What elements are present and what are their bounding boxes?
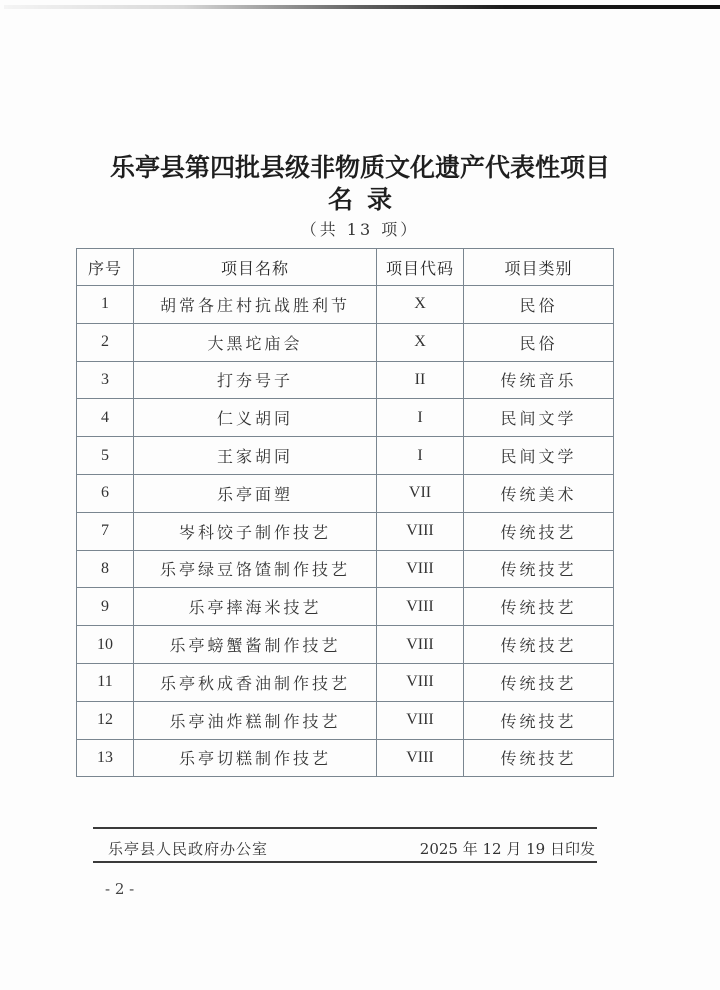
table-row xyxy=(77,626,614,664)
footer-top-rule xyxy=(93,827,597,829)
document-title: 乐亭县第四批县级非物质文化遗产代表性项目 xyxy=(109,153,610,182)
cell-name: 岑科饺子制作技艺 xyxy=(134,512,377,550)
cell-name: 乐亭面塑 xyxy=(134,474,377,512)
cell-code: VIII xyxy=(377,550,464,588)
cell-code: X xyxy=(377,323,464,361)
table-row xyxy=(77,437,614,475)
table-row xyxy=(77,399,614,437)
cell-category: 民间文学 xyxy=(464,399,614,437)
document-title-list: 名录 xyxy=(327,185,406,214)
table-header-row xyxy=(77,249,614,286)
cell-index: 7 xyxy=(77,512,134,550)
page-number: - 2 - xyxy=(105,880,135,898)
cell-code: X xyxy=(377,286,464,324)
cell-index: 12 xyxy=(77,701,134,739)
cell-category: 民俗 xyxy=(464,323,614,361)
cell-category: 传统技艺 xyxy=(464,550,614,588)
cell-code: II xyxy=(377,361,464,399)
cell-index: 1 xyxy=(77,286,134,324)
cell-code: VIII xyxy=(377,588,464,626)
cell-name: 乐亭秋成香油制作技艺 xyxy=(134,663,377,701)
table-row xyxy=(77,550,614,588)
cell-category: 民间文学 xyxy=(464,437,614,475)
header-index: 序号 xyxy=(77,249,134,286)
table-row xyxy=(77,512,614,550)
cell-index: 3 xyxy=(77,361,134,399)
table-row xyxy=(77,474,614,512)
cell-name: 王家胡同 xyxy=(134,437,377,475)
cell-category: 传统技艺 xyxy=(464,512,614,550)
cell-name: 仁义胡同 xyxy=(134,399,377,437)
table-row xyxy=(77,361,614,399)
cell-code: VIII xyxy=(377,663,464,701)
cell-code: VIII xyxy=(377,739,464,777)
cell-name: 胡常各庄村抗战胜利节 xyxy=(134,286,377,324)
cell-name: 乐亭油炸糕制作技艺 xyxy=(134,701,377,739)
cell-index: 5 xyxy=(77,437,134,475)
cell-code: I xyxy=(377,399,464,437)
cell-category: 传统技艺 xyxy=(464,588,614,626)
cell-index: 8 xyxy=(77,550,134,588)
header-code: 项目代码 xyxy=(377,249,464,286)
cell-index: 10 xyxy=(77,626,134,664)
issuer: 乐亭县人民政府办公室 xyxy=(108,840,269,858)
table-row xyxy=(77,286,614,324)
cell-index: 11 xyxy=(77,663,134,701)
cell-name: 打夯号子 xyxy=(134,361,377,399)
table-row xyxy=(77,323,614,361)
issue-date: 2025 年 12 月 19 日印发 xyxy=(419,840,595,858)
header-name: 项目名称 xyxy=(134,249,377,286)
item-count: （共 13 项） xyxy=(300,220,420,239)
table-row xyxy=(77,701,614,739)
cell-code: VIII xyxy=(377,512,464,550)
cell-index: 6 xyxy=(77,474,134,512)
cell-category: 传统音乐 xyxy=(464,361,614,399)
cell-category: 传统美术 xyxy=(464,474,614,512)
cell-category: 传统技艺 xyxy=(464,663,614,701)
cell-name: 乐亭螃蟹酱制作技艺 xyxy=(134,626,377,664)
cell-index: 2 xyxy=(77,323,134,361)
cell-code: VII xyxy=(377,474,464,512)
header-category: 项目类别 xyxy=(464,249,614,286)
cell-code: VIII xyxy=(377,626,464,664)
cell-index: 9 xyxy=(77,588,134,626)
cell-category: 民俗 xyxy=(464,286,614,324)
cell-category: 传统技艺 xyxy=(464,626,614,664)
scan-top-edge xyxy=(4,5,720,9)
cell-name: 乐亭切糕制作技艺 xyxy=(134,739,377,777)
footer-bottom-rule xyxy=(93,861,597,863)
heritage-list-table xyxy=(76,248,614,777)
table-row xyxy=(77,588,614,626)
table-row xyxy=(77,663,614,701)
table-row xyxy=(77,739,614,777)
cell-index: 4 xyxy=(77,399,134,437)
cell-category: 传统技艺 xyxy=(464,739,614,777)
cell-name: 乐亭摔海米技艺 xyxy=(134,588,377,626)
cell-name: 乐亭绿豆饹馇制作技艺 xyxy=(134,550,377,588)
cell-category: 传统技艺 xyxy=(464,701,614,739)
cell-index: 13 xyxy=(77,739,134,777)
cell-code: I xyxy=(377,437,464,475)
cell-name: 大黑坨庙会 xyxy=(134,323,377,361)
cell-code: VIII xyxy=(377,701,464,739)
